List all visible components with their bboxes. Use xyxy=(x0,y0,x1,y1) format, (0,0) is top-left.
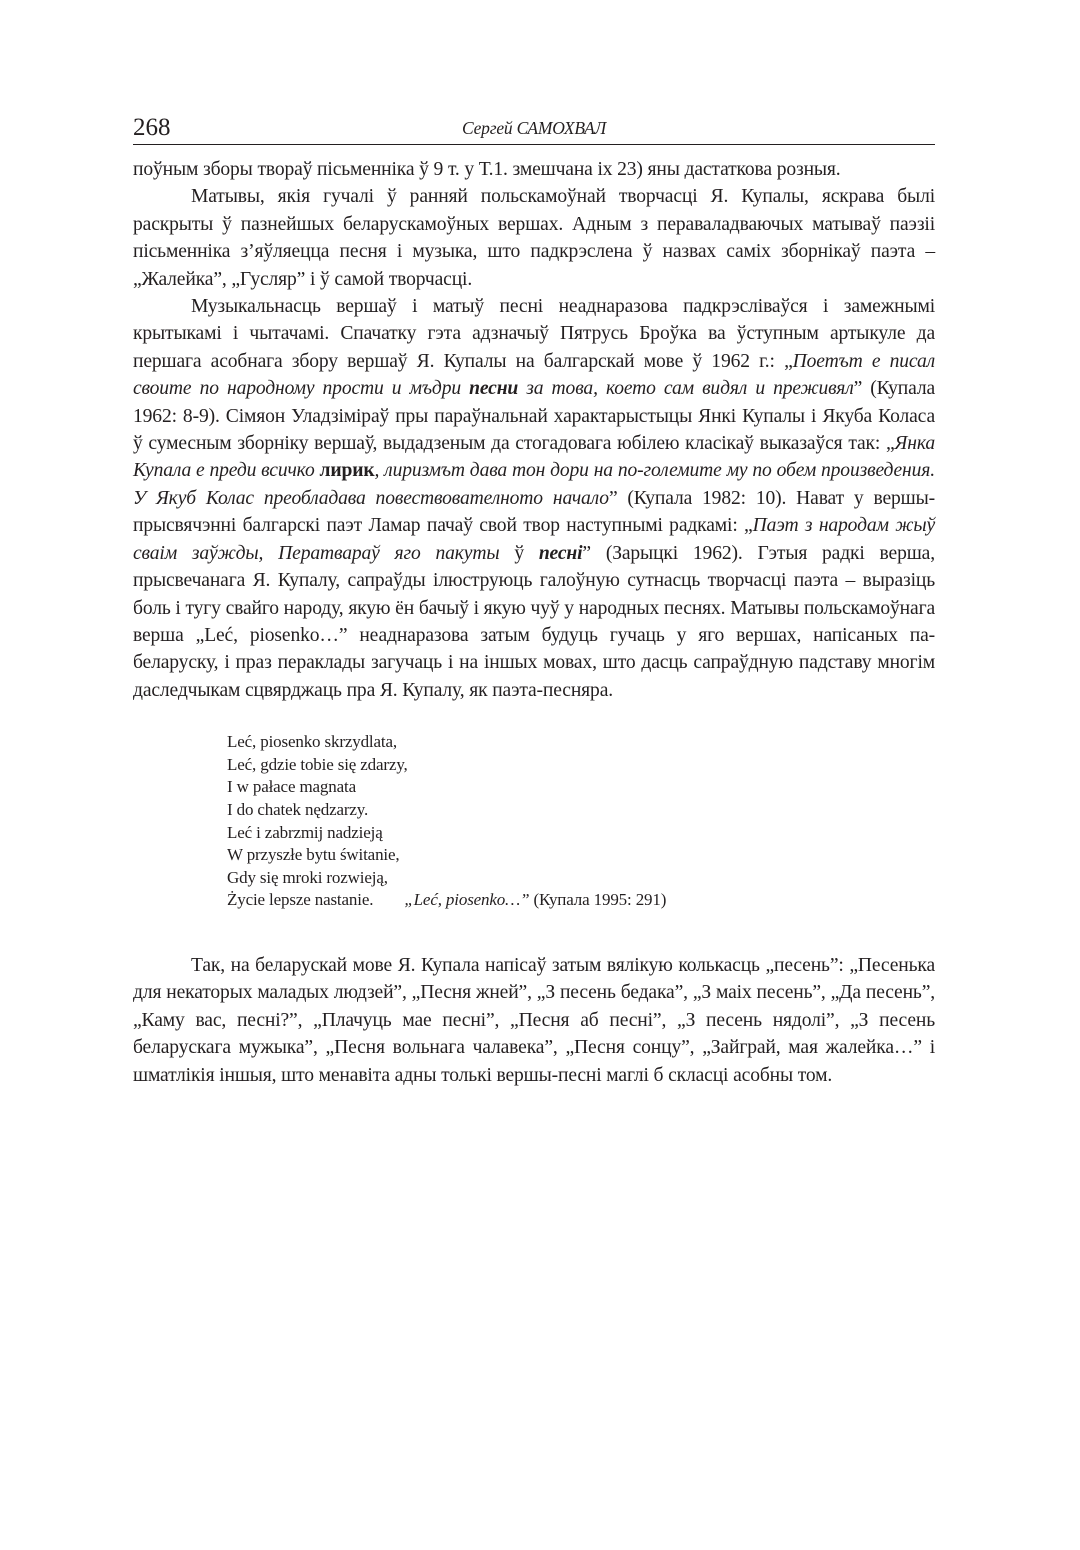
paragraph-2 xyxy=(133,183,935,293)
text-run: Поетът е писал своите по народному прости и мъдри xyxy=(133,350,935,400)
text-run: Янка Купала е преди всичко xyxy=(133,433,935,482)
poem-line: I w pałace magnata xyxy=(227,777,356,797)
poem-line: Gdy się mroki rozwieją, xyxy=(227,867,388,887)
poem-line: Leć, gdzie tobie się zdarzy, xyxy=(227,754,408,774)
text-run: лирик xyxy=(319,460,375,482)
page-number: 268 xyxy=(133,114,171,141)
poem-line-text: Życie lepsze nastanie. xyxy=(227,890,374,910)
running-header xyxy=(133,110,935,145)
text-run: Паэт з народам жыў сваім заўжды, Ператвараў яго пакуты xyxy=(133,515,935,564)
poem-quotation xyxy=(227,731,935,912)
text-run: Музыкальнасць вершаў і матыў песні неаднаразова падкрэсліваўся і замежнымі крытыкамі і чытачамі. Спачатку гэта адзначыў Пятрусь Броўка ва ўступным артыкуле да першага асобнага збору вершаў Я. Купалы на балгарскай мове ў 1962 г.: „ xyxy=(133,296,935,372)
spacer xyxy=(133,912,935,952)
poem-line: Leć i zabrzmij nadzieją xyxy=(227,822,383,842)
poem-line: I do chatek nędzarzy. xyxy=(227,799,369,819)
book-page xyxy=(133,110,935,1089)
poem-line: Leć, piosenko skrzydlata, xyxy=(227,732,397,752)
text-run: ” (Купала 1982: 10). Нават у вершы-прысвячэнні балгарскі паэт Ламар пачаў свой твор наступнымі радкамі: „ xyxy=(133,487,935,537)
text-run: ” (Зарыцкі 1962). Гэтыя радкі верша, прысвечанага Я. Купалу, сапраўды ілюструюць галоўную сутнасць творчасці паэта – выразіць боль і тугу свайго народу, якую ён бачыў і якую чуў у народных песнях. Матывы польскамоўнага верша „Leć, piosenko…” неаднаразова затым будуць гучаць у яго вершах, напісаных па-беларуску, і праз пераклады загучаць і на іншых мовах, што дасць сапраўдную падставу многім даследчыкам сцвярджаць пра Я. Купалу, як паэта-песняра. xyxy=(133,542,935,701)
text-run: Матывы, якія гучалі ў ранняй польскамоўнай творчасці Я. Купалы, яскрава былі раскрыты ў пазнейшых беларускамоўных вершах. Адным з пераваладваючых матываў паэзіі пісьменніка з’яўляецца песня і музыка, што падкрэслена ў назвах саміх зборнікаў паэта – „Жалейка”, „Гусляр” і ў самой творчасці. xyxy=(133,186,935,290)
poem-last-line xyxy=(227,889,935,912)
poem-source-title: „Leć, piosenko…” xyxy=(404,890,530,910)
text-run: Так, на беларускай мове Я. Купала напісаў затым вялікую колькасць „песень”: „Песенька для некаторых маладых людзей”, „Песня жней”, „З песень бедака”, „З маіх песень”, „Да песень”, „Каму вас, песні?”, „Плачуць мае песні”, „Песня аб песні”, „З песень нядолі”, „З песень беларускага мужыка”, „Песня вольнага чалавека”, „Песня сонцу”, „Зайграй, мая жалейка…” і шматлікія іншыя, што менавіта адны толькі вершы-песні маглі б скласці асобны том. xyxy=(133,954,935,1086)
paragraph-4 xyxy=(133,952,935,1089)
body-text xyxy=(133,156,935,1089)
running-title-author: Сергей САМОХВАЛ xyxy=(462,118,606,138)
text-run: песні xyxy=(538,542,583,564)
paragraph-3 xyxy=(133,293,935,704)
text-run: песни xyxy=(469,378,519,400)
poem-line: W przyszłe bytu świtanie, xyxy=(227,845,400,865)
text-run: за това, което сам видял и преживял xyxy=(518,378,854,400)
text-run: поўным зборы твораў пісьменніка ў 9 т. у Т.1. змешчана іх 23) яны дастаткова розныя. xyxy=(133,159,841,180)
text-run: ў xyxy=(514,542,539,564)
poem-source-citation xyxy=(404,890,666,909)
poem-source-reference: (Купала 1995: 291) xyxy=(529,890,667,910)
text-run: ” (Купала 1962: 8-9). Сімяон Уладзіміраў пры параўнальнай характарыстыцы Янкі Купалы і Якуба Коласа ў сумесным зборніку вершаў, выдадзеным да стогадовага юбілею класікаў выказаўся так: „ xyxy=(133,378,935,455)
paragraph-1 xyxy=(133,156,935,183)
text-run: , лиризмът дава тон дори на по-големите му по обем произведения. У Якуб Колас преобладава повествователното начало xyxy=(133,460,935,509)
